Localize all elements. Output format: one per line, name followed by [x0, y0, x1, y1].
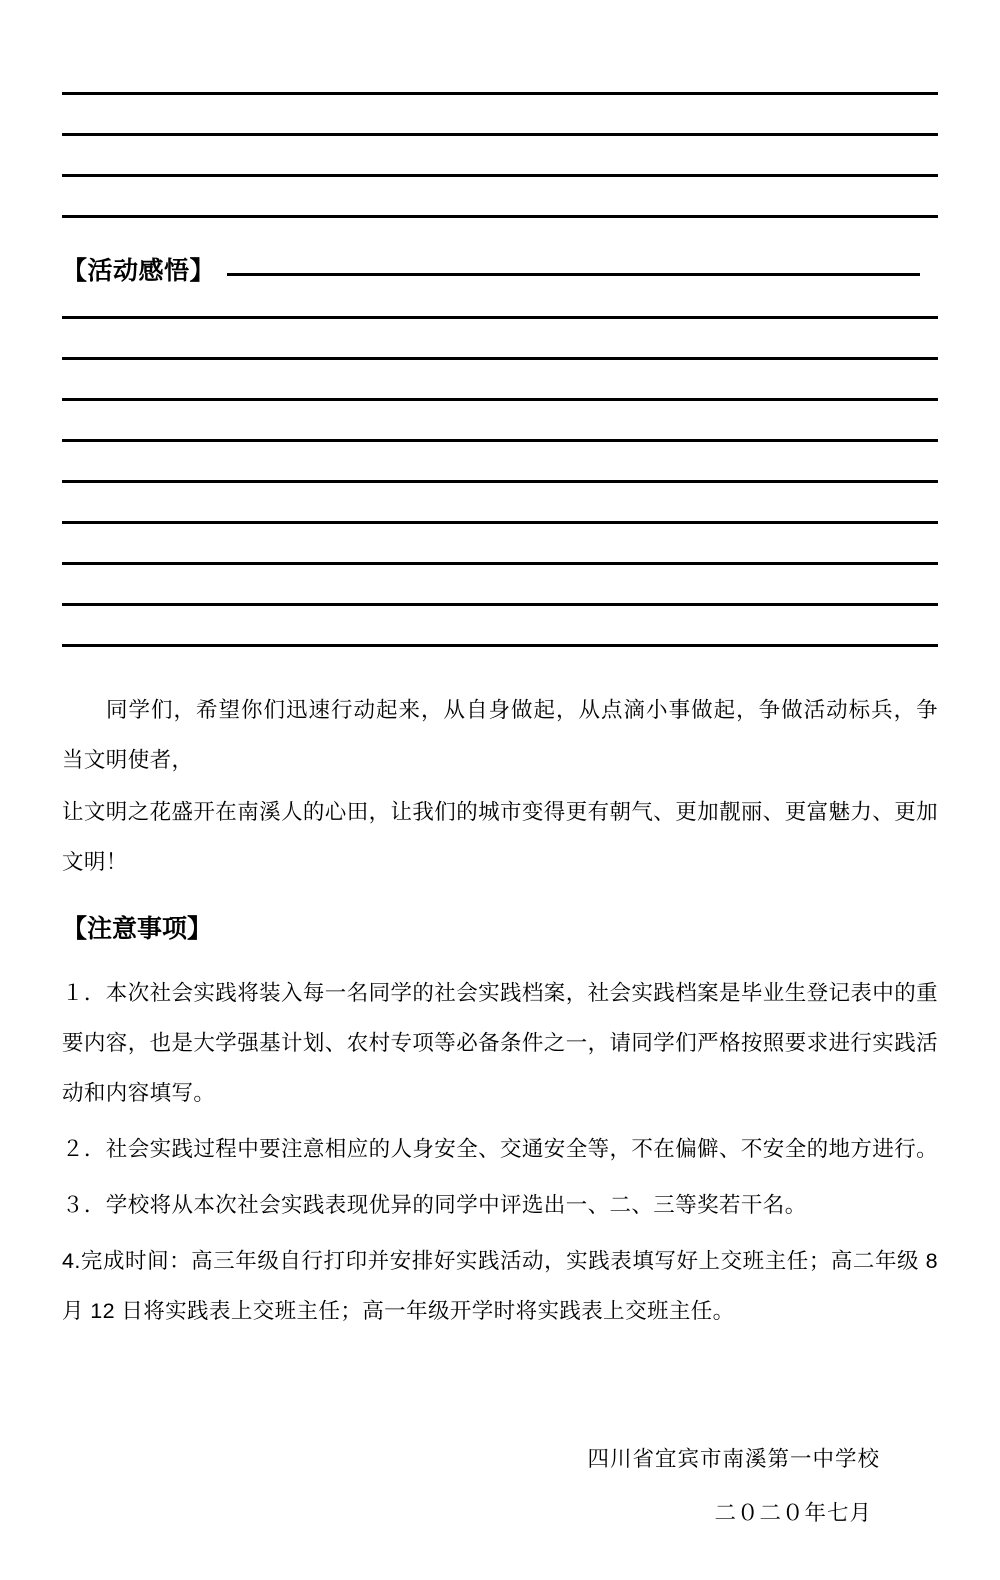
notes-list — [62, 968, 938, 1336]
blank-write-line — [62, 92, 938, 95]
note-item: ３．学校将从本次社会实践表现优异的同学中评选出一、二、三等奖若干名。 — [62, 1192, 807, 1217]
blank-write-line — [62, 398, 938, 401]
blank-write-line — [62, 439, 938, 442]
closing-paragraph-line: 让文明之花盛开在南溪人的心田，让我们的城市变得更有朝气、更加靓丽、更富魅力、更加文明！ — [62, 800, 939, 874]
blank-write-line — [62, 480, 938, 483]
reflection-blank-lines — [62, 316, 938, 647]
top-blank-lines — [62, 92, 938, 218]
blank-write-line — [62, 316, 938, 319]
blank-write-line — [62, 133, 938, 136]
blank-write-line — [62, 603, 938, 606]
signature-block — [62, 1432, 938, 1540]
notes-heading: 【注意事项】 — [62, 915, 213, 943]
signature-organization: 四川省宜宾市南溪第一中学校 — [587, 1446, 880, 1471]
blank-write-line — [62, 174, 938, 177]
blank-write-line — [62, 562, 938, 565]
note-item: 4.完成时间：高三年级自行打印并安排好实践活动，实践表填写好上交班主任；高二年级 8 月 12 日将实践表上交班主任；高一年级开学时将实践表上交班主任。 — [62, 1248, 938, 1323]
blank-write-line — [62, 644, 938, 647]
note-item: ２．社会实践过程中要注意相应的人身安全、交通安全等，不在偏僻、不安全的地方进行。 — [62, 1136, 939, 1161]
section-heading-label: 【活动感悟】 — [62, 257, 216, 285]
closing-paragraph-line: 同学们，希望你们迅速行动起来，从自身做起，从点滴小事做起，争做活动标兵，争当文明使者， — [62, 698, 938, 772]
heading-trailing-rule — [227, 273, 920, 276]
section-heading-activity-reflection — [62, 256, 938, 286]
signature-date: 二０二０年七月 — [714, 1500, 872, 1525]
blank-write-line — [62, 215, 938, 218]
blank-write-line — [62, 521, 938, 524]
closing-paragraph — [62, 685, 938, 887]
note-item: １．本次社会实践将装入每一名同学的社会实践档案，社会实践档案是毕业生登记表中的重要内容，也是大学强基计划、农村专项等必备条件之一，请同学们严格按照要求进行实践活动和内容填写。 — [62, 980, 939, 1105]
blank-write-line — [62, 357, 938, 360]
